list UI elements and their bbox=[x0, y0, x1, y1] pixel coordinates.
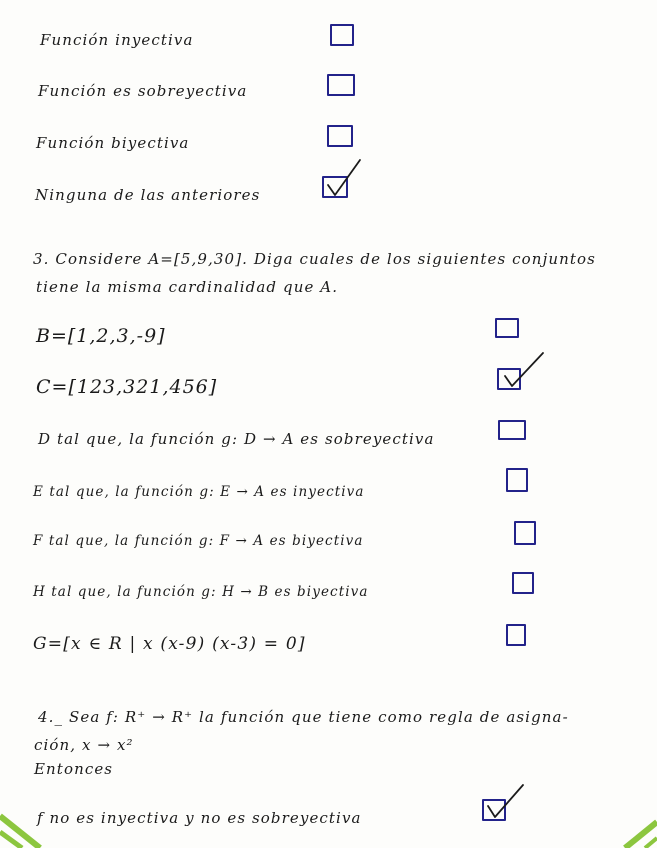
option-ninguna-label: Ninguna de las anteriores bbox=[35, 186, 261, 204]
checkmark-icon bbox=[497, 350, 547, 394]
question3-line2: tiene la misma cardinalidad que A. bbox=[36, 278, 339, 296]
checkmark-icon bbox=[322, 158, 366, 202]
set-c-label: C=[123,321,456] bbox=[36, 376, 218, 398]
option-sobreyectiva-label: Función es sobreyectiva bbox=[38, 82, 248, 100]
question3-line1: 3. Considere A=[5,9,30]. Diga cuales de los siguientes conjuntos bbox=[33, 250, 596, 268]
checkbox-inyectiva[interactable] bbox=[330, 24, 354, 46]
checkbox-biyectiva[interactable] bbox=[327, 125, 353, 147]
option-inyectiva-label: Función inyectiva bbox=[40, 31, 194, 49]
checkbox-set-g[interactable] bbox=[506, 624, 526, 646]
checkbox-set-b[interactable] bbox=[495, 318, 519, 338]
set-h-label: H tal que, la función g: H → B es biyectiva bbox=[33, 584, 369, 600]
checkbox-set-f[interactable] bbox=[514, 521, 536, 545]
green-corner-decoration-left bbox=[0, 808, 60, 848]
checkbox-set-e[interactable] bbox=[506, 468, 528, 492]
f-option-label: f no es inyectiva y no es sobreyectiva bbox=[37, 809, 362, 827]
set-d-label: D tal que, la función g: D → A es sobreyectiva bbox=[38, 430, 435, 448]
set-b-label: B=[1,2,3,-9] bbox=[36, 325, 166, 347]
checkbox-set-h[interactable] bbox=[512, 572, 534, 594]
set-g-label: G=[x ∈ R | x (x-9) (x-3) = 0] bbox=[33, 634, 306, 654]
checkbox-sobreyectiva[interactable] bbox=[327, 74, 355, 96]
question4-line2: ción, x → x² bbox=[34, 736, 134, 754]
green-corner-decoration-right bbox=[607, 808, 657, 848]
set-e-label: E tal que, la función g: E → A es inyectiva bbox=[33, 484, 365, 500]
option-biyectiva-label: Función biyectiva bbox=[36, 134, 190, 152]
checkbox-set-d[interactable] bbox=[498, 420, 526, 440]
question4-line3: Entonces bbox=[34, 760, 114, 778]
question4-line1: 4._ Sea f: R⁺ → R⁺ la función que tiene como regla de asigna- bbox=[38, 708, 569, 726]
set-f-label: F tal que, la función g: F → A es biyectiva bbox=[33, 533, 364, 549]
checkmark-icon bbox=[482, 782, 526, 824]
